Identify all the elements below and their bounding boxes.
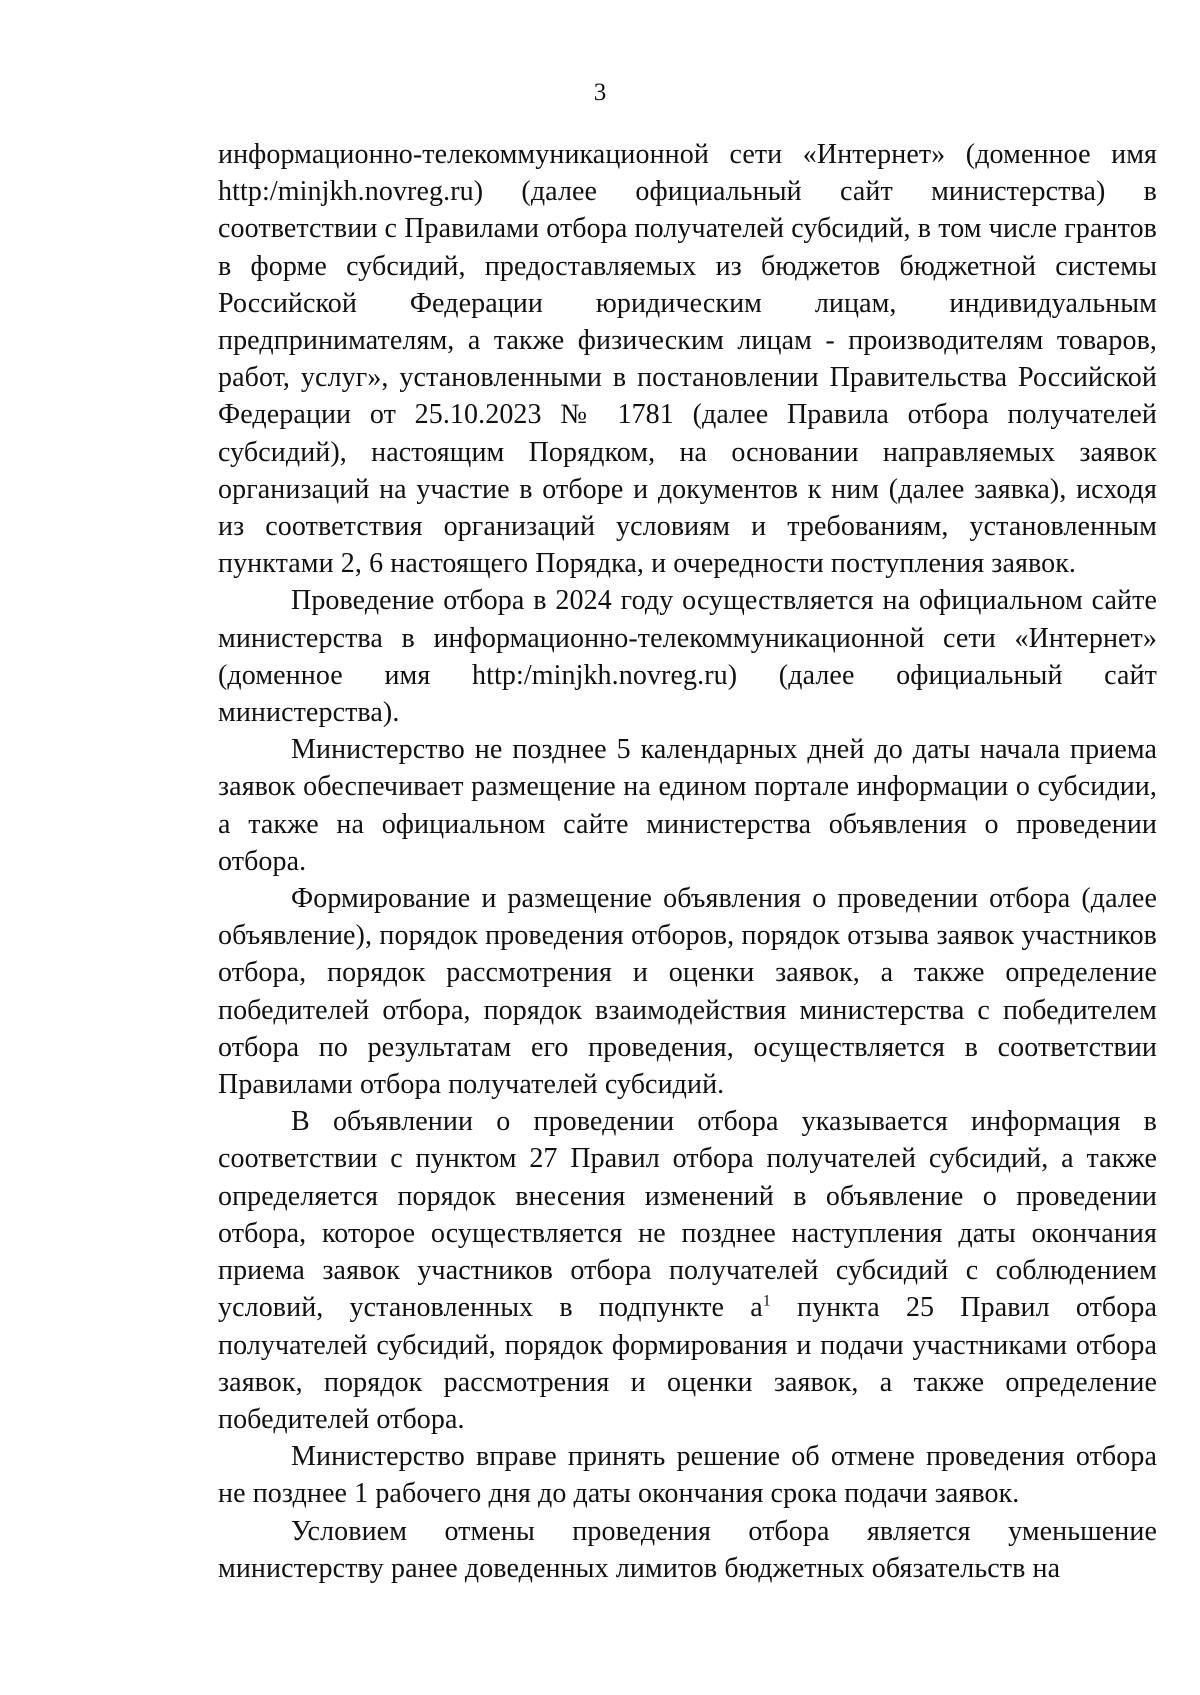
- paragraph-text-after-superscript: пункта 25 Правил отбора получателей субсидий, порядок формирования и подачи участниками отбора заявок, порядок рассмотрения и оценки заявок, а также определение победителей отбора.: [218, 1292, 1157, 1435]
- paragraph-announcement-content: [218, 1103, 1157, 1438]
- document-body: [218, 136, 1157, 1587]
- paragraph-selection-venue: Проведение отбора в 2024 году осуществляется на официальном сайте министерства в информационно-телекоммуникационной сети «Интернет» (доменное имя http:/minjkh.novreg.ru) (далее официальный сайт министерства).: [218, 585, 1157, 729]
- paragraph-text-before-superscript: В объявлении о проведении отбора указывается информация в соответствии с пунктом 27 Правил отбора получателей субсидий, а также определяется порядок внесения изменений в объявление о проведении отбора, которое осуществляется не позднее наступления даты окончания приема заявок участников отбора получателей субсидий с соблюдением условий, установленных в подпункте а: [218, 1106, 1157, 1324]
- page-number: 3: [593, 79, 607, 106]
- paragraph-cancellation-condition: Условием отмены проведения отбора является уменьшение министерству ранее доведенных лимитов бюджетных обязательств на: [218, 1515, 1157, 1584]
- paragraph-continuation: информационно-телекоммуникационной сети «Интернет» (доменное имя http:/minjkh.novreg.ru) (далее официальный сайт министерства) в соответствии с Правилами отбора получателей субсидий, в том числе грантов в форме субсидий, предоставляемых из бюджетов бюджетной системы Российской Федерации юридическим лицам, индивидуальным предпринимателям, а также физическим лицам - производителям товаров, работ, услуг», установленными в постановлении Правительства Российской Федерации от 25.10.2023 № 1781 (далее Правила отбора получателей субсидий), настоящим Порядком, на основании направляемых заявок организаций на участие в отборе и документов к ним (далее заявка), исходя из соответствия организаций условиям и требованиям, установленным пунктами 2, 6 настоящего Порядка, и очередности поступления заявок.: [218, 139, 1157, 580]
- paragraph-announcement-procedure: Формирование и размещение объявления о проведении отбора (далее объявление), порядок проведения отборов, порядок отзыва заявок участников отбора, порядок рассмотрения и оценки заявок, а также определение победителей отбора, порядок взаимодействия министерства с победителем отбора по результатам его проведения, осуществляется в соответствии Правилами отбора получателей субсидий.: [218, 883, 1157, 1101]
- superscript-marker: 1: [762, 1292, 771, 1310]
- paragraph-cancellation-right: Министерство вправе принять решение об отмене проведения отбора не позднее 1 рабочего дня до даты окончания срока подачи заявок.: [218, 1441, 1157, 1510]
- paragraph-announcement-timing: Министерство не позднее 5 календарных дней до даты начала приема заявок обеспечивает размещение на едином портале информации о субсидии, а также на официальном сайте министерства объявления о проведении отбора.: [218, 734, 1157, 877]
